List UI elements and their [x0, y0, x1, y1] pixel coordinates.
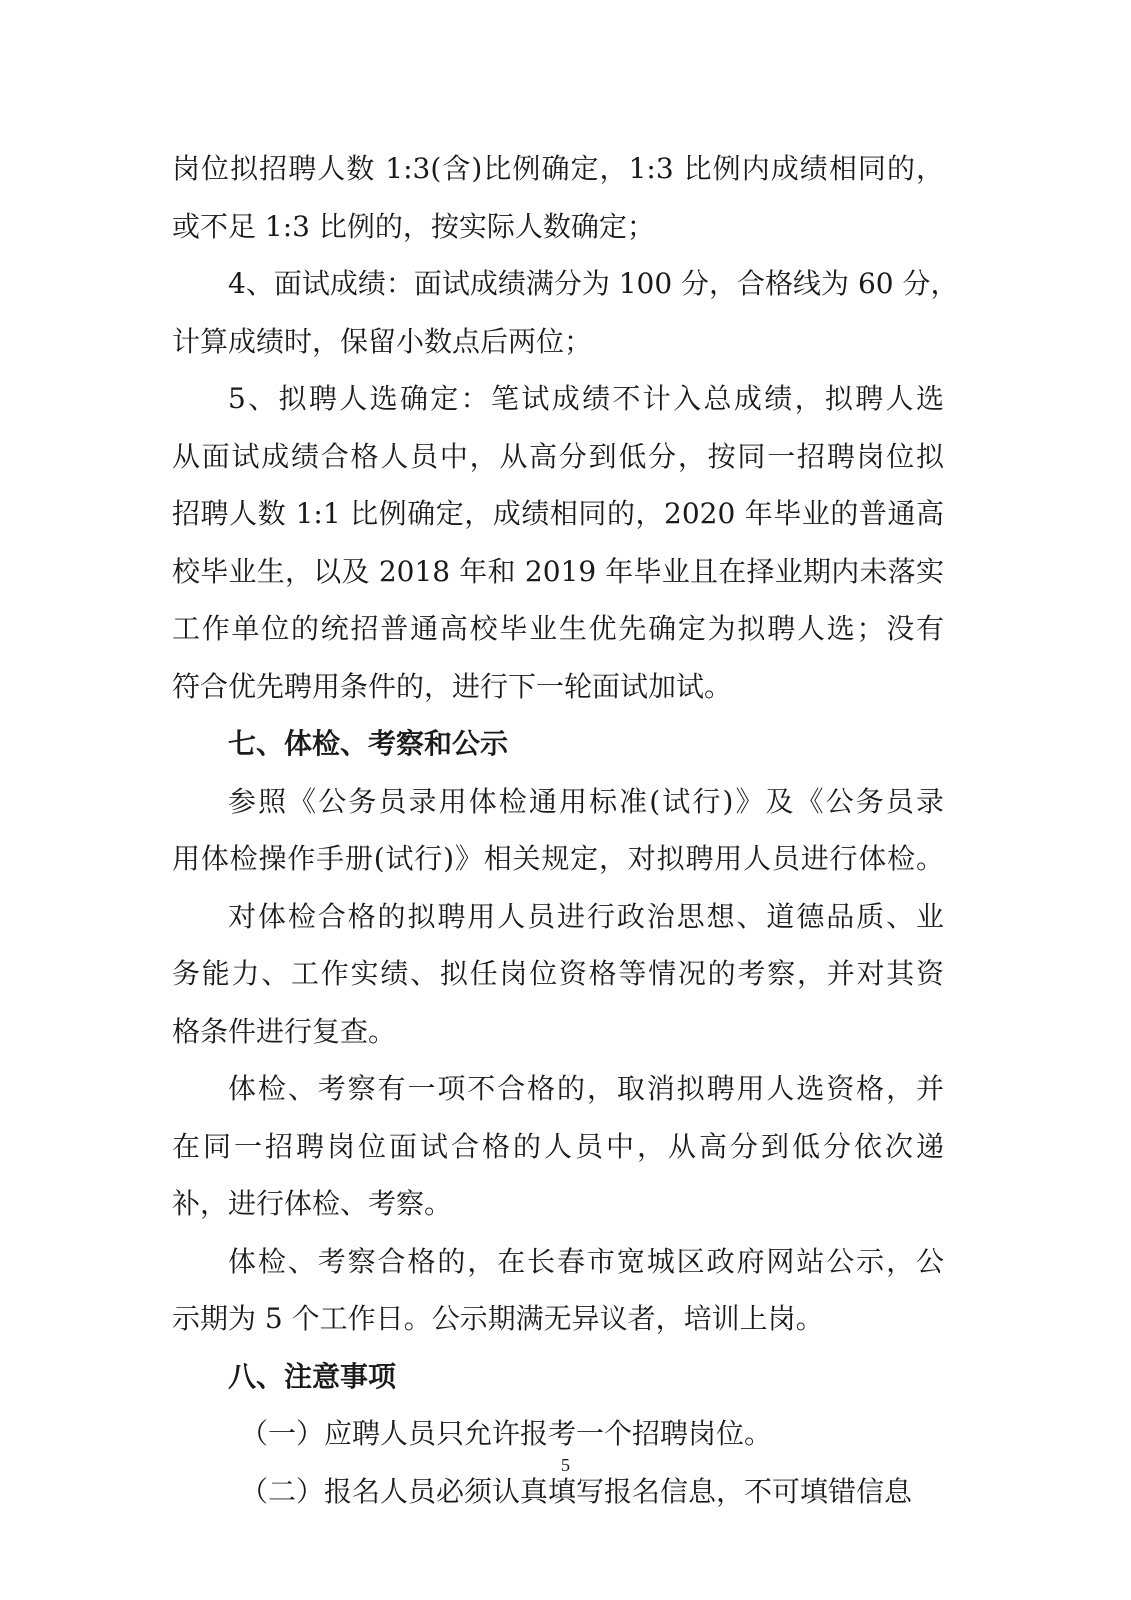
- text-line: 或不足 1:3 比例的，按实际人数确定；: [172, 209, 655, 243]
- text-line: 体检、考察合格的，在长春市宽城区政府网站公示，公: [228, 1244, 944, 1278]
- section-heading: 七、体检、考察和公示: [228, 727, 509, 760]
- text-line: 校毕业生，以及 2018 年和 2019 年毕业且在择业期内未落实: [172, 554, 944, 588]
- list-item: （二）报名人员必须认真填写报名信息，不可填错信息: [240, 1474, 913, 1508]
- text-line: 从面试成绩合格人员中，从高分到低分，按同一招聘岗位拟: [172, 439, 944, 473]
- text-line: 对体检合格的拟聘用人员进行政治思想、道德品质、业: [228, 899, 944, 933]
- text-line: 体检、考察有一项不合格的，取消拟聘用人选资格，并: [228, 1072, 944, 1105]
- section-heading: 八、注意事项: [228, 1359, 397, 1393]
- text-line: 5、拟聘人选确定：笔试成绩不计入总成绩，拟聘人选: [228, 382, 944, 415]
- page-number: 5: [561, 1455, 570, 1475]
- list-item: （一）应聘人员只允许报考一个招聘岗位。: [240, 1417, 773, 1450]
- text-line: 格条件进行复查。: [172, 1014, 397, 1048]
- text-line: 工作单位的统招普通高校毕业生优先确定为拟聘人选；没有: [172, 612, 944, 645]
- text-line: 务能力、工作实绩、拟任岗位资格等情况的考察，并对其资: [172, 957, 944, 990]
- text-line: 符合优先聘用条件的，进行下一轮面试加试。: [172, 669, 733, 703]
- text-line: 计算成绩时，保留小数点后两位；: [172, 324, 593, 358]
- text-line: 用体检操作手册(试行)》相关规定，对拟聘用人员进行体检。: [172, 842, 944, 875]
- text-line: 补，进行体检、考察。: [172, 1187, 453, 1220]
- text-line: 参照《公务员录用体检通用标准(试行)》及《公务员录: [228, 784, 944, 818]
- text-line: 在同一招聘岗位面试合格的人员中，从高分到低分依次递: [172, 1129, 944, 1163]
- text-line: 招聘人数 1:1 比例确定，成绩相同的，2020 年毕业的普通高: [172, 497, 944, 530]
- text-line: 岗位拟招聘人数 1:3(含)比例确定，1:3 比例内成绩相同的，: [172, 152, 944, 185]
- text-line: 4、面试成绩：面试成绩满分为 100 分，合格线为 60 分，: [228, 267, 959, 300]
- body-text: [172, 140, 959, 1520]
- text-line: 示期为 5 个工作日。公示期满无异议者，培训上岗。: [172, 1302, 824, 1335]
